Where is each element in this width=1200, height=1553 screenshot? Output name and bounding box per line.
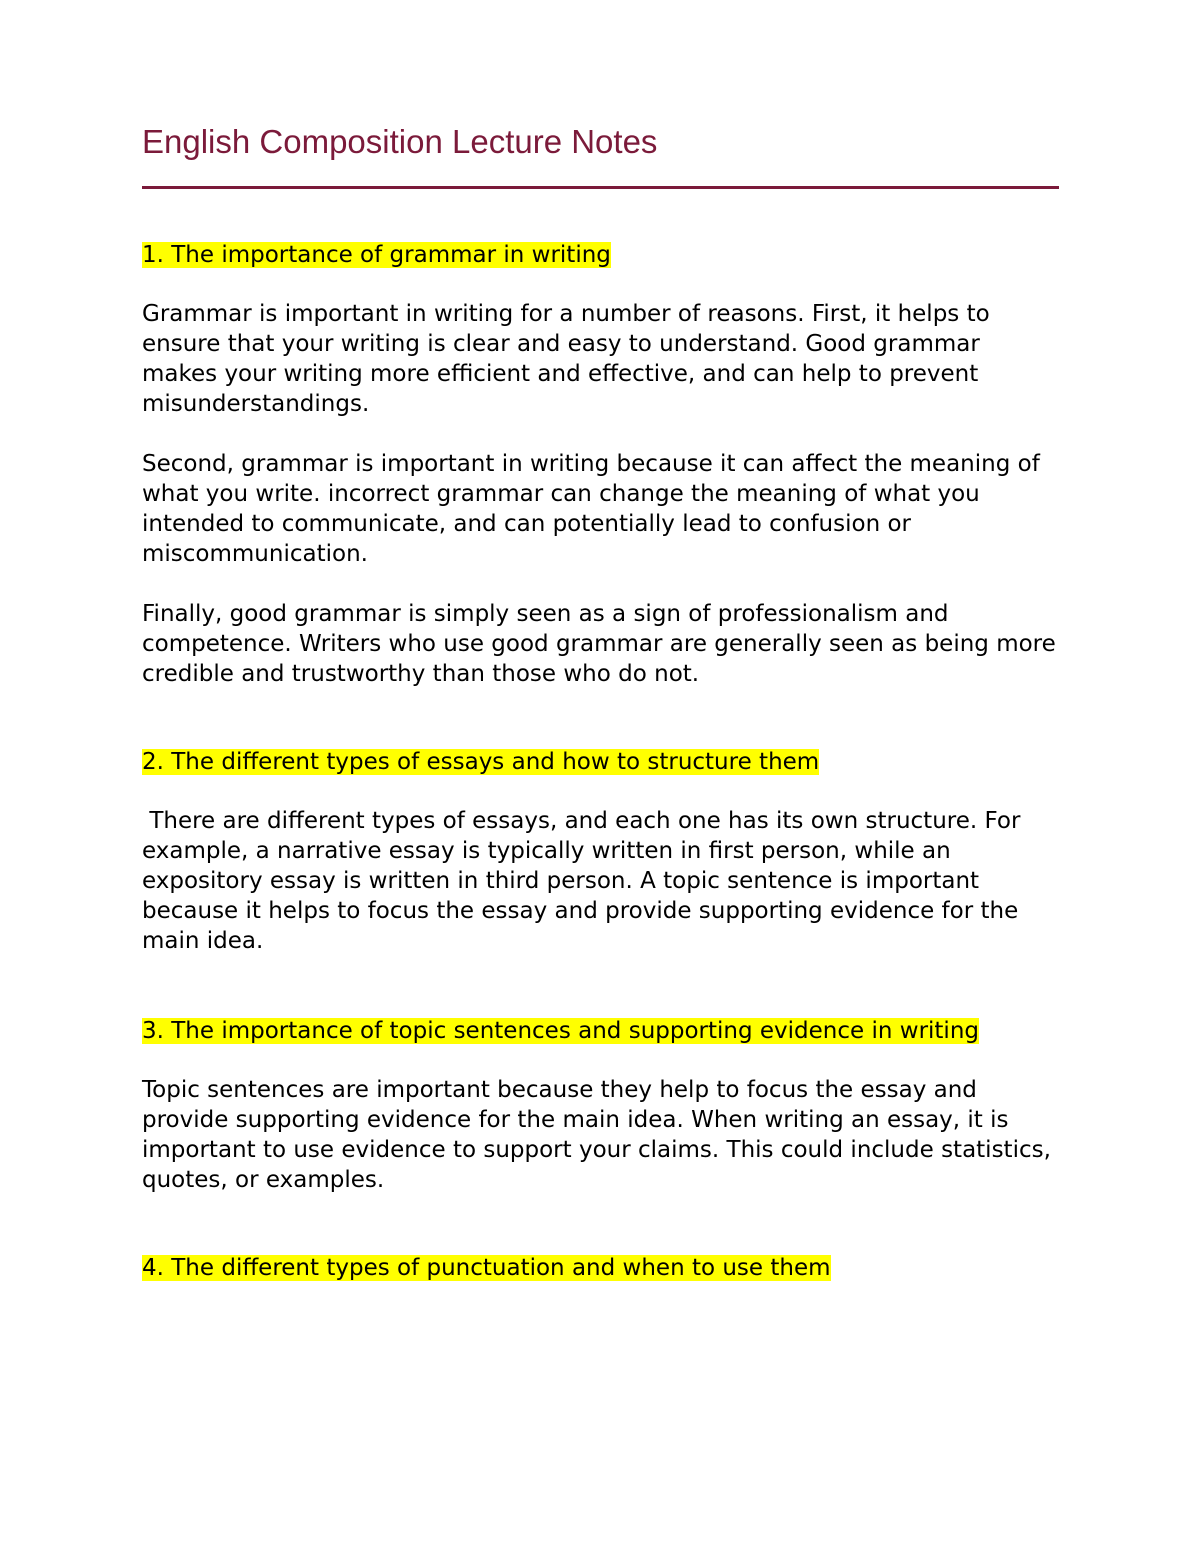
paragraph: Topic sentences are important because they help to focus the essay and provide supporting evidence for the main idea. When writing an essay, it is important to use evidence to support your claims. This could include statistics, quotes, or examples. <box>142 1077 1051 1193</box>
section-grammar <box>142 240 1060 689</box>
section-topic-sentences <box>142 1016 1060 1195</box>
section-heading <box>142 1253 1060 1284</box>
section-heading <box>142 1016 1060 1047</box>
section-heading <box>142 747 1060 778</box>
document-title: English Composition Lecture Notes <box>142 123 658 160</box>
section-heading <box>142 240 1060 271</box>
section-punctuation <box>142 1253 1060 1284</box>
paragraph: Finally, good grammar is simply seen as a sign of professionalism and competence. Writers who use good grammar are generally seen as being more credible and trustworthy than those who do not. <box>142 601 1056 687</box>
section-heading-highlight: 1. The importance of grammar in writing <box>142 242 611 268</box>
section-heading-highlight: 3. The importance of topic sentences and supporting evidence in writing <box>142 1018 979 1044</box>
section-essay-types <box>142 747 1060 956</box>
paragraph: Grammar is important in writing for a number of reasons. First, it helps to ensure that your writing is clear and easy to understand. Good grammar makes your writing more efficient and effective, and can help to prevent misunderstandings. <box>142 301 990 417</box>
title-divider <box>142 186 1059 189</box>
paragraph: Second, grammar is important in writing because it can affect the meaning of what you write. incorrect grammar can change the meaning of what you intended to communicate, and can potentially lead to confusion or miscommunication. <box>142 451 1040 567</box>
section-heading-highlight: 4. The different types of punctuation and when to use them <box>142 1255 831 1281</box>
paragraph: There are different types of essays, and each one has its own structure. For example, a narrative essay is typically written in first person, while an expository essay is written in third person. A topic sentence is important because it helps to focus the essay and provide supporting evidence for the main idea. <box>142 808 1028 954</box>
section-heading-highlight: 2. The different types of essays and how to structure them <box>142 749 820 775</box>
document-body <box>142 240 1060 1284</box>
